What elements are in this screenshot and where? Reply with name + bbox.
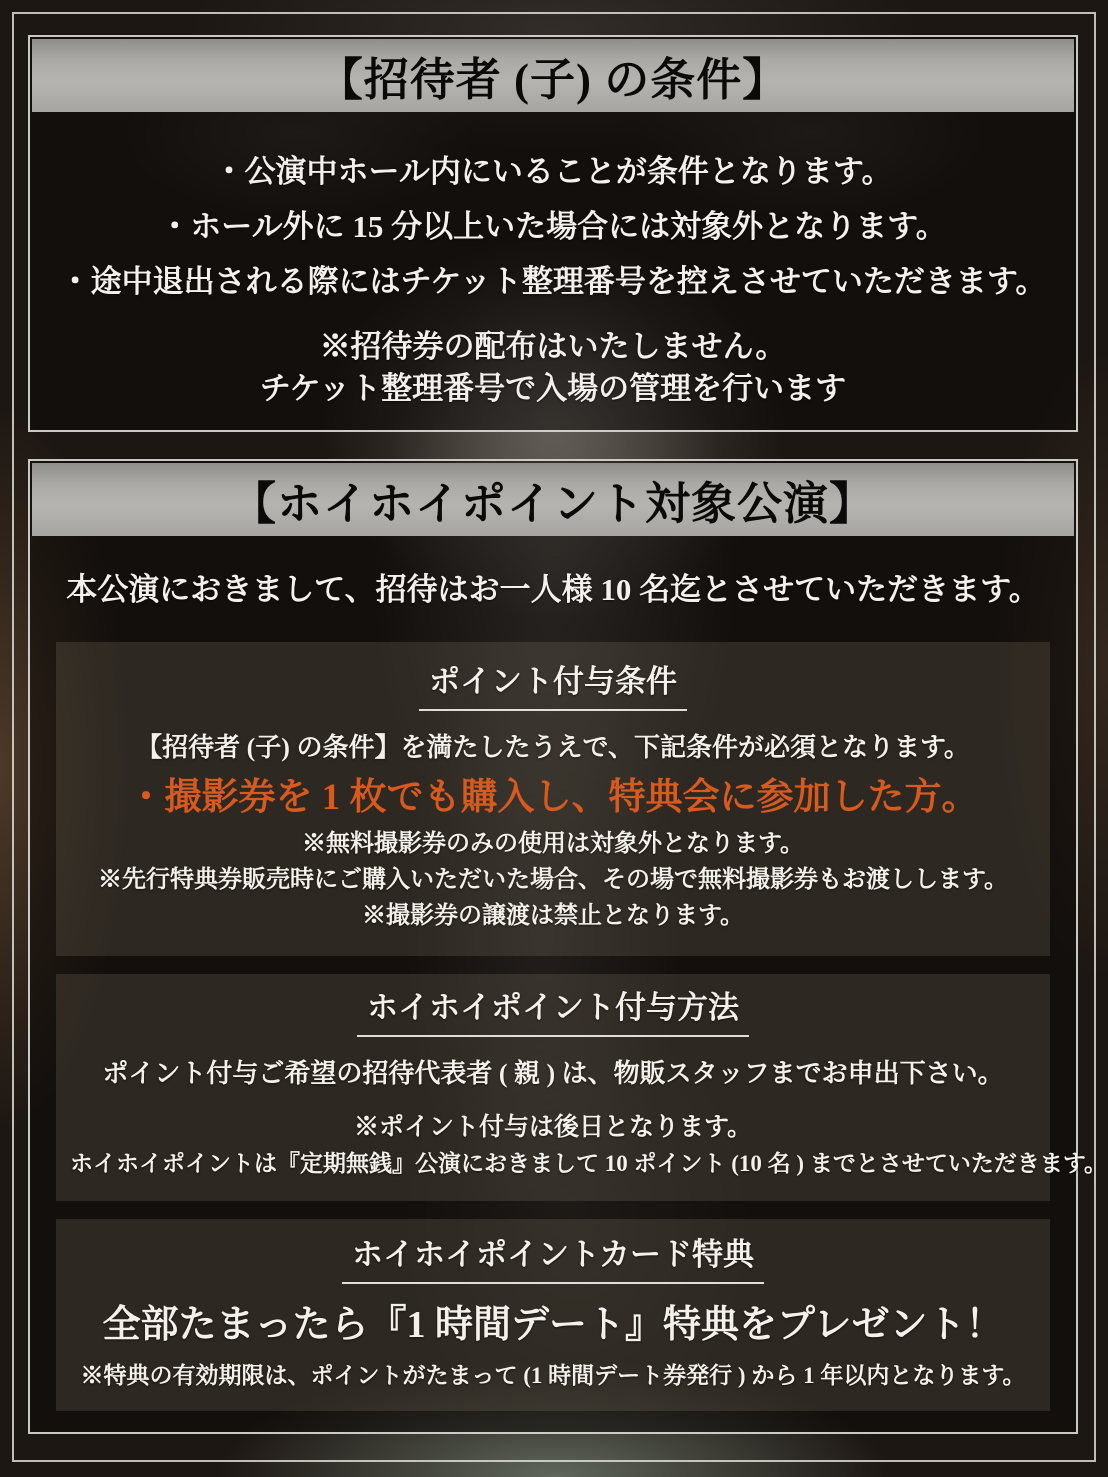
panel-grant-conditions-title: ポイント付与条件 — [419, 666, 687, 711]
bullet-outside-15min: ・ホール外に 15 分以上いた場合には対象外となります。 — [159, 209, 947, 244]
note-free-photo-ticket-excluded: ※無料撮影券のみの使用は対象外となります。 — [301, 831, 805, 857]
note-point-limit-per-performance: ホイホイポイントは『定期無銭』公演におきまして 10 ポイント (10 名 ) までとさせていただきます。 — [70, 1151, 1107, 1176]
invitee-note-list — [30, 331, 1076, 404]
invitee-section-title: 【招待者 (子) の条件】 — [317, 55, 789, 105]
bullet-early-exit-ticket-number: ・途中退出される際にはチケット整理番号を控えさせていただきます。 — [59, 264, 1047, 299]
points-intro-line: 本公演におきまして、招待はお一人様 10 名迄とさせていただきます。 — [66, 572, 1040, 607]
points-section-title: 【ホイホイポイント対象公演】 — [230, 479, 875, 529]
section-invitee-conditions — [28, 35, 1078, 432]
note-photo-ticket-transfer-prohibited: ※撮影券の譲渡は禁止となります。 — [361, 903, 745, 929]
grant-method-line: ポイント付与ご希望の招待代表者 ( 親 ) は、物販スタッフまでお申出下さい。 — [102, 1059, 1004, 1088]
grant-condition-highlight: ・撮影券を 1 枚でも購入し、特典会に参加した方。 — [127, 777, 979, 818]
points-title-bar — [32, 463, 1074, 536]
note-no-invitation-ticket: ※招待券の配布はいたしません。 — [319, 329, 787, 364]
note-bonus-validity-period: ※特典の有効期限は、ポイントがたまって (1 時間デート券発行 ) から 1 年以内となります。 — [80, 1363, 1026, 1388]
grant-condition-intro: 【招待者 (子) の条件】を満たしたうえで、下記条件が必須となります。 — [136, 733, 970, 762]
panel-point-card-bonus — [56, 1219, 1050, 1411]
note-advance-bonus-ticket-sale: ※先行特典券販売時にご購入いただいた場合、その場で無料撮影券もお渡しします。 — [97, 867, 1009, 893]
section-point-eligible-performance — [28, 459, 1107, 1434]
invitee-bullet-list — [30, 156, 1076, 297]
panel-card-bonus-title: ホイホイポイントカード特典 — [342, 1239, 764, 1284]
note-points-granted-later: ※ポイント付与は後日となります。 — [353, 1114, 752, 1141]
bullet-in-hall-condition: ・公演中ホール内にいることが条件となります。 — [213, 154, 893, 189]
panel-point-grant-method — [56, 974, 1107, 1201]
panel-point-grant-conditions — [56, 642, 1050, 956]
panel-grant-method-title: ホイホイポイント付与方法 — [357, 992, 749, 1037]
card-bonus-highlight: 全部たまったら『1 時間デート』特典をプレゼント！ — [102, 1304, 1004, 1346]
invitee-title-bar — [32, 39, 1074, 112]
note-entry-managed-by-ticket-number: チケット整理番号で入場の管理を行います — [259, 371, 847, 406]
